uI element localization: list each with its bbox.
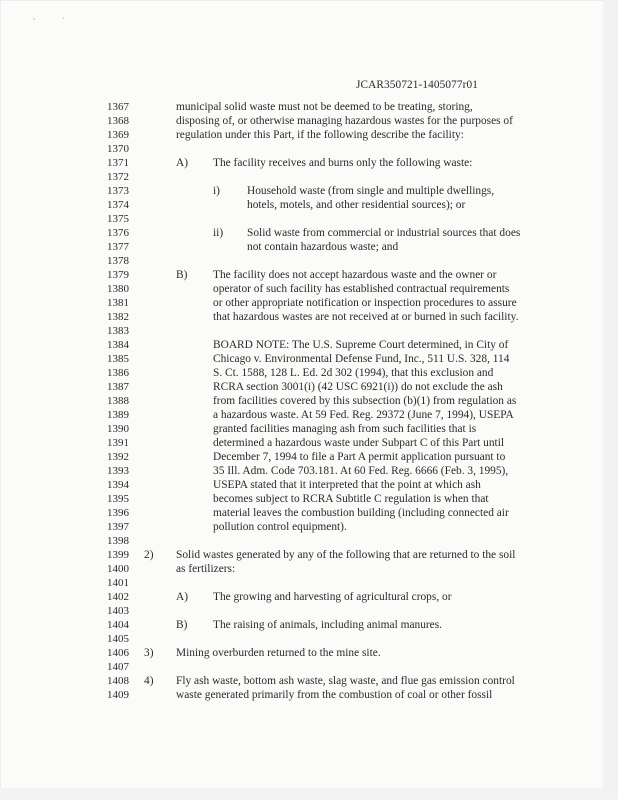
line-number: 1405: [107, 633, 129, 645]
line-number: 1408: [107, 675, 129, 687]
line-number: 1372: [107, 171, 129, 183]
board-note-line: BOARD NOTE: The U.S. Supreme Court determined, in City of: [213, 339, 509, 351]
item-2a-marker: A): [176, 591, 189, 603]
item-b-line: or other appropriate notification or inspection procedures to assure: [213, 297, 517, 309]
line-number: 1385: [107, 353, 129, 365]
line-number: 1409: [107, 689, 129, 701]
item-2b-marker: B): [176, 619, 188, 631]
line-number: 1380: [107, 283, 129, 295]
line-number: 1401: [107, 577, 129, 589]
item-2-marker: 2): [144, 549, 154, 561]
line-number: 1378: [107, 255, 129, 267]
item-2a-text: The growing and harvesting of agricultural crops, or: [213, 591, 452, 603]
intro-line: municipal solid waste must not be deemed to be treating, storing,: [176, 101, 473, 113]
board-note-line: from facilities covered by this subsection (b)(1) from regulation as: [213, 395, 517, 407]
line-number: 1398: [107, 535, 129, 547]
item-2b-text: The raising of animals, including animal manures.: [213, 619, 443, 631]
line-number: 1394: [107, 479, 129, 491]
line-number: 1391: [107, 437, 129, 449]
line-number: 1383: [107, 325, 129, 337]
item-a-text: The facility receives and burns only the following waste:: [213, 157, 473, 169]
board-note-line: granted facilities managing ash from such facilities that is: [213, 423, 477, 435]
line-number: 1403: [107, 605, 129, 617]
item-4-marker: 4): [144, 675, 154, 687]
intro-line: disposing of, or otherwise managing hazardous wastes for the purposes of: [176, 115, 513, 127]
scan-speck: [63, 17, 64, 19]
board-note-line: December 7, 1994 to file a Part A permit application pursuant to: [213, 451, 506, 463]
board-note-line: Chicago v. Environmental Defense Fund, Inc., 511 U.S. 328, 114: [213, 353, 510, 365]
scan-edge-right: [603, 0, 618, 800]
item-3-marker: 3): [144, 647, 154, 659]
board-note-line: pollution control equipment).: [213, 521, 347, 533]
board-note-line: material leaves the combustion building (including connected air: [213, 507, 509, 519]
item-i-line: hotels, motels, and other residential sources); or: [247, 199, 466, 211]
item-b-line: that hazardous wastes are not received at or burned in such facility.: [213, 311, 519, 323]
line-number: 1375: [107, 213, 129, 225]
line-number: 1373: [107, 185, 129, 197]
board-note-line: a hazardous waste. At 59 Fed. Reg. 29372 (June 7, 1994), USEPA: [213, 409, 514, 421]
scan-edge-bottom: [0, 788, 618, 800]
item-a-marker: A): [176, 157, 189, 169]
line-number: 1395: [107, 493, 129, 505]
item-ii-line: not contain hazardous waste; and: [247, 241, 399, 253]
line-number: 1377: [107, 241, 129, 253]
item-i-line: Household waste (from single and multiple dwellings,: [247, 185, 495, 197]
line-number: 1388: [107, 395, 129, 407]
item-4-line: Fly ash waste, bottom ash waste, slag waste, and flue gas emission control: [176, 675, 515, 687]
item-ii-line: Solid waste from commercial or industrial sources that does: [247, 227, 521, 239]
line-number: 1396: [107, 507, 129, 519]
item-i-marker: i): [213, 185, 220, 197]
line-number: 1399: [107, 549, 129, 561]
item-2-line: as fertilizers:: [176, 563, 236, 575]
line-number: 1371: [107, 157, 129, 169]
line-number: 1374: [107, 199, 129, 211]
line-number: 1384: [107, 339, 129, 351]
line-number: 1381: [107, 297, 129, 309]
line-number: 1389: [107, 409, 129, 421]
line-number: 1379: [107, 269, 129, 281]
item-3-text: Mining overburden returned to the mine site.: [176, 647, 381, 659]
item-ii-marker: ii): [213, 227, 224, 239]
line-number: 1393: [107, 465, 129, 477]
line-number: 1369: [107, 129, 129, 141]
line-number: 1397: [107, 521, 129, 533]
line-number: 1400: [107, 563, 129, 575]
line-number: 1406: [107, 647, 129, 659]
board-note-line: determined a hazardous waste under Subpart C of this Part until: [213, 437, 505, 449]
line-number: 1404: [107, 619, 129, 631]
line-number: 1368: [107, 115, 129, 127]
line-number: 1387: [107, 381, 129, 393]
item-b-marker: B): [176, 269, 188, 281]
board-note-line: S. Ct. 1588, 128 L. Ed. 2d 302 (1994), that this exclusion and: [213, 367, 494, 379]
line-number: 1376: [107, 227, 129, 239]
line-number: 1407: [107, 661, 129, 673]
line-number: 1367: [107, 101, 129, 113]
line-number: 1382: [107, 311, 129, 323]
line-number: 1402: [107, 591, 129, 603]
item-2-line: Solid wastes generated by any of the following that are returned to the soil: [176, 549, 516, 561]
line-number: 1392: [107, 451, 129, 463]
board-note-line: USEPA stated that it interpreted that the point at which ash: [213, 479, 481, 491]
document-id: JCAR350721-1405077r01: [356, 79, 478, 91]
scan-speck: [33, 18, 35, 20]
line-number: 1386: [107, 367, 129, 379]
intro-line: regulation under this Part, if the following describe the facility:: [176, 129, 464, 141]
line-number: 1370: [107, 143, 129, 155]
item-4-line: waste generated primarily from the combustion of coal or other fossil: [176, 689, 493, 701]
item-b-line: operator of such facility has established contractual requirements: [213, 283, 510, 295]
board-note-line: becomes subject to RCRA Subtitle C regulation is when that: [213, 493, 489, 505]
board-note-line: 35 Ill. Adm. Code 703.181. At 60 Fed. Reg. 6666 (Feb. 3, 1995),: [213, 465, 509, 477]
item-b-line: The facility does not accept hazardous waste and the owner or: [213, 269, 497, 281]
line-number: 1390: [107, 423, 129, 435]
board-note-line: RCRA section 3001(i) (42 USC 6921(i)) do not exclude the ash: [213, 381, 503, 393]
